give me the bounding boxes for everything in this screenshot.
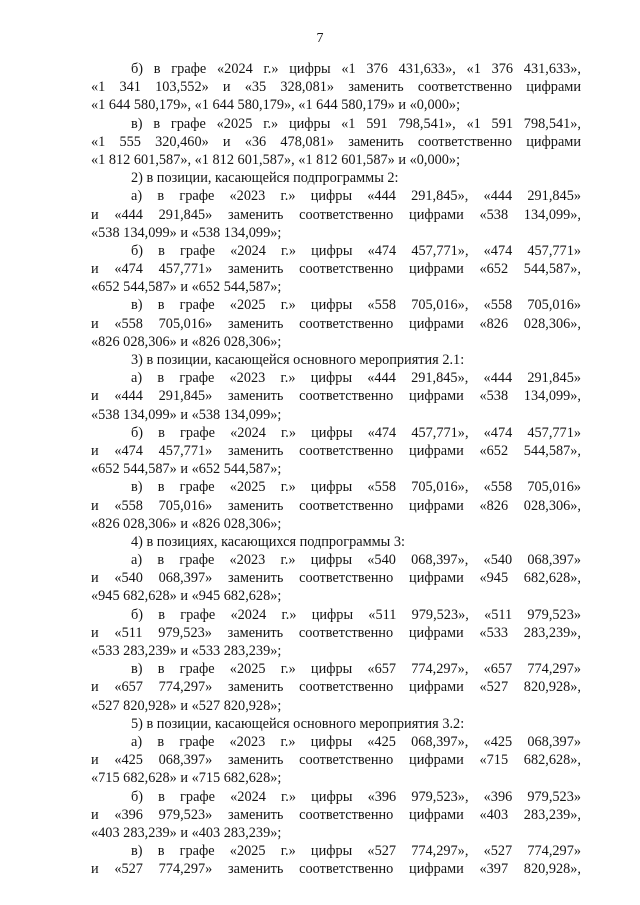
- text-line-first: а) в графе «2023 г.» цифры «540 068,397», «540 068,397»: [131, 552, 581, 569]
- text-line-cont: и «444 291,845» заменить соответственно цифрами «538 134,099»,: [91, 388, 581, 405]
- text-line-last: «403 283,239» и «403 283,239»;: [91, 824, 282, 841]
- text-line-cont: и «558 705,016» заменить соответственно цифрами «826 028,306»,: [91, 315, 581, 332]
- text-line-last: «652 544,587» и «652 544,587»;: [91, 279, 282, 296]
- text-line-last: «1 644 580,179», «1 644 580,179», «1 644 580,179» и «0,000»;: [91, 97, 461, 114]
- text-line-cont: и «558 705,016» заменить соответственно цифрами «826 028,306»,: [91, 497, 581, 514]
- text-line-first: б) в графе «2024 г.» цифры «396 979,523», «396 979,523»: [131, 788, 581, 805]
- text-line-last: «533 283,239» и «533 283,239»;: [91, 643, 282, 659]
- text-line-last: «538 134,099» и «538 134,099»;: [91, 224, 282, 241]
- text-line-first: б) в графе «2024 г.» цифры «1 376 431,633», «1 376 431,633»,: [131, 61, 581, 77]
- text-line-heading: 3) в позиции, касающейся основного мероприятия 2.1:: [131, 352, 465, 368]
- text-line-cont: «1 555 320,460» и «36 478,081» заменить соответственно цифрами: [91, 133, 581, 150]
- text-line-cont: и «511 979,523» заменить соответственно цифрами «533 283,239»,: [91, 624, 581, 641]
- text-line-first: б) в графе «2024 г.» цифры «474 457,771», «474 457,771»: [131, 424, 581, 441]
- text-line-last: «527 820,928» и «527 820,928»;: [91, 697, 282, 714]
- text-line-first: в) в графе «2025 г.» цифры «657 774,297», «657 774,297»: [131, 661, 581, 678]
- text-line-cont: и «657 774,297» заменить соответственно цифрами «527 820,928»,: [91, 679, 581, 696]
- text-line-cont: и «474 457,771» заменить соответственно цифрами «652 544,587»,: [91, 442, 581, 459]
- text-line-last: «1 812 601,587», «1 812 601,587», «1 812 601,587» и «0,000»;: [91, 151, 461, 168]
- text-line-first: б) в графе «2024 г.» цифры «511 979,523», «511 979,523»: [131, 606, 581, 623]
- text-line-cont: и «540 068,397» заменить соответственно цифрами «945 682,628»,: [91, 570, 581, 587]
- text-line-last: «826 028,306» и «826 028,306»;: [91, 333, 282, 350]
- text-line-first: а) в графе «2023 г.» цифры «444 291,845», «444 291,845»: [131, 370, 581, 387]
- text-line-first: в) в графе «2025 г.» цифры «527 774,297», «527 774,297»: [131, 843, 581, 860]
- text-line-first: а) в графе «2023 г.» цифры «444 291,845», «444 291,845»: [131, 188, 581, 205]
- text-line-cont: и «425 068,397» заменить соответственно цифрами «715 682,628»,: [91, 752, 581, 769]
- text-line-last: «715 682,628» и «715 682,628»;: [91, 770, 282, 787]
- text-line-cont: и «444 291,845» заменить соответственно цифрами «538 134,099»,: [91, 206, 581, 223]
- text-line-first: б) в графе «2024 г.» цифры «474 457,771», «474 457,771»: [131, 242, 581, 259]
- document-body: [91, 60, 581, 878]
- text-line-last: «945 682,628» и «945 682,628»;: [91, 588, 282, 605]
- page-number: 7: [316, 31, 324, 46]
- text-line-cont: и «474 457,771» заменить соответственно цифрами «652 544,587»,: [91, 261, 581, 278]
- text-line-heading: 2) в позиции, касающейся подпрограммы 2:: [131, 170, 399, 187]
- text-line-first: в) в графе «2025 г.» цифры «1 591 798,541», «1 591 798,541»,: [131, 115, 581, 132]
- text-line-first: в) в графе «2025 г.» цифры «558 705,016», «558 705,016»: [131, 297, 581, 314]
- text-line-heading: 4) в позициях, касающихся подпрограммы 3:: [131, 533, 405, 550]
- text-line-last: «826 028,306» и «826 028,306»;: [91, 515, 282, 532]
- text-line-heading: 5) в позиции, касающейся основного мероприятия 3.2:: [131, 715, 465, 732]
- text-line-cont: и «527 774,297» заменить соответственно цифрами «397 820,928»,: [91, 861, 581, 878]
- text-line-cont: и «396 979,523» заменить соответственно цифрами «403 283,239»,: [91, 806, 581, 823]
- text-line-cont: «1 341 103,552» и «35 328,081» заменить соответственно цифрами: [91, 79, 581, 96]
- text-line-first: а) в графе «2023 г.» цифры «425 068,397», «425 068,397»: [131, 733, 581, 750]
- text-line-last: «538 134,099» и «538 134,099»;: [91, 406, 282, 423]
- text-line-first: в) в графе «2025 г.» цифры «558 705,016», «558 705,016»: [131, 479, 581, 496]
- text-line-last: «652 544,587» и «652 544,587»;: [91, 461, 282, 478]
